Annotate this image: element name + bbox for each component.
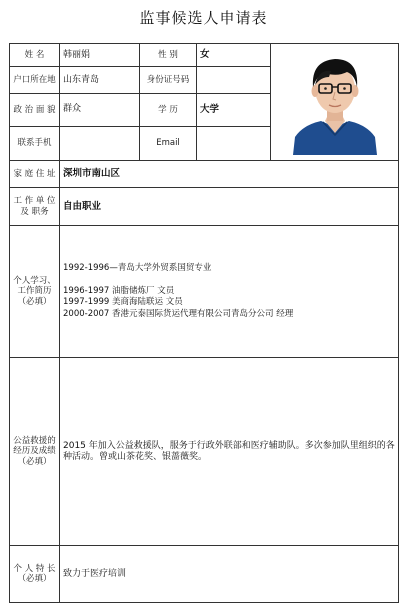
id-number-label: 身份证号码 — [140, 67, 197, 94]
education-field[interactable]: 大学 — [197, 94, 271, 127]
application-form — [9, 43, 399, 603]
name-field[interactable]: 韩丽娟 — [60, 44, 140, 67]
hukou-label: 户口所在地 — [10, 67, 60, 94]
political-label: 政 治 面 貌 — [10, 94, 60, 127]
history-line: 2000-2007 香港元泰国际货运代理有限公司青岛分公司 经理 — [63, 308, 294, 319]
rescue-field[interactable]: 2015 年加入公益救援队，服务于行政外联部和医疗辅助队。多次参加队里组织的各种活动。曾或山茶花奖、银蔷薇奖。 — [60, 358, 399, 546]
rescue-label: 公益救援的经历及成绩（必填） — [10, 358, 60, 546]
history-line: 1997-1999 美商海陆联运 文员 — [63, 297, 183, 308]
gender-label: 性 别 — [140, 44, 197, 67]
history-line: 1992-1996—青岛大学外贸系国贸专业 — [63, 263, 212, 274]
specialty-label: 个 人 特 长 （必填） — [10, 546, 60, 603]
phone-field[interactable] — [60, 127, 140, 161]
name-label: 姓 名 — [10, 44, 60, 67]
portrait-photo — [285, 45, 385, 155]
address-field[interactable]: 深圳市南山区 — [60, 161, 399, 188]
gender-field[interactable]: 女 — [197, 44, 271, 67]
id-number-field[interactable] — [197, 67, 271, 94]
specialty-field[interactable]: 致力于医疗培训 — [60, 546, 399, 603]
job-field[interactable]: 自由职业 — [60, 188, 399, 226]
history-line: 1996-1997 油脂储炼厂 文员 — [63, 285, 175, 296]
job-label: 工 作 单 位及 职务 — [10, 188, 60, 226]
email-label: Email — [140, 127, 197, 161]
photo-cell — [271, 44, 399, 161]
political-field[interactable]: 群众 — [60, 94, 140, 127]
address-label: 家 庭 住 址 — [10, 161, 60, 188]
email-field[interactable] — [197, 127, 271, 161]
education-label: 学 历 — [140, 94, 197, 127]
history-field[interactable] — [60, 226, 399, 358]
phone-label: 联系手机 — [10, 127, 60, 161]
history-label: 个人学习、工作简历（必填） — [10, 226, 60, 358]
hukou-field[interactable]: 山东青岛 — [60, 67, 140, 94]
page-title: 监事候选人申请表 — [139, 9, 268, 27]
